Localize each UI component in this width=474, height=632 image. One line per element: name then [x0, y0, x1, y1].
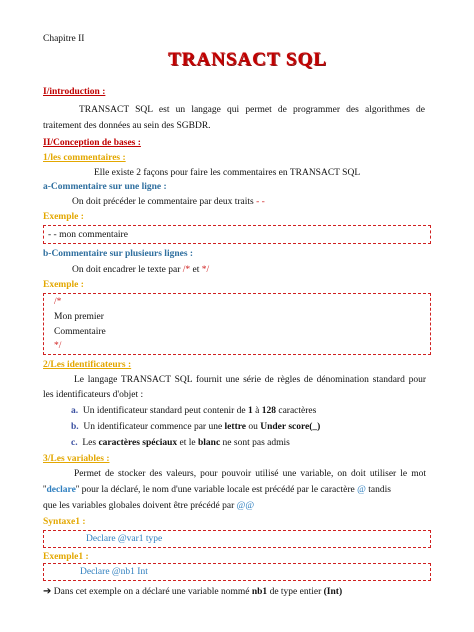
variables-quote-open: '': [43, 485, 47, 495]
a-text-line: [72, 196, 265, 208]
ident-rule-b-text: Un identificateur commence par une: [83, 422, 223, 432]
ident-rule-b-letter-word: lettre: [224, 422, 246, 432]
intro-heading: I/introduction :: [43, 87, 106, 97]
variables-line-2: [43, 484, 391, 496]
b-text: On doit encadrer le texte par: [72, 265, 181, 275]
ident-heading: 2/Les identificateurs :: [43, 360, 132, 370]
global-var-prefix: @@: [236, 501, 255, 511]
ident-rule-a-min: 1: [248, 406, 253, 416]
example1-code: - - mon commentaire: [48, 230, 128, 240]
document-title: TRANSACT SQL: [168, 49, 327, 70]
ident-rule-c-post: ne sont pas admis: [222, 438, 290, 448]
ident-rule-b-underscore: Under score(_): [260, 422, 321, 432]
example2-line-4: */: [54, 341, 62, 351]
ident-rule-c: [71, 437, 290, 449]
ident-rule-a-max: 128: [261, 406, 276, 416]
final-note-text: Dans cet exemple on a déclaré une variable nommé: [53, 587, 250, 597]
ident-rule-a: [71, 405, 316, 417]
final-note-var: nb1: [251, 587, 268, 597]
final-note-mid: de type entier: [269, 587, 322, 597]
syntax-code: Declare @var1 type: [86, 534, 163, 544]
variables-heading: 3/Les variables :: [43, 454, 110, 464]
b-and: et: [192, 265, 200, 275]
example2-label: Exemple :: [43, 280, 84, 290]
example2-box: [43, 293, 431, 355]
syntax-box: [43, 530, 431, 548]
variables-line-2-text: '' pour la déclaré, le nom d'une variable locale est précédé par le caractère: [75, 485, 355, 495]
a-heading: a-Commentaire sur une ligne :: [43, 182, 167, 192]
local-var-prefix: @: [357, 485, 366, 495]
ident-rule-b-mid: ou: [248, 422, 258, 432]
final-note-type: (Int): [323, 587, 343, 597]
ident-line-2: les identificateurs d'objet :: [43, 390, 144, 400]
b-open-mark: /*: [182, 265, 191, 275]
variables-line-3-text: que les variables globales doivent être précédé par: [43, 501, 235, 511]
ident-rule-c-text: Les: [82, 438, 97, 448]
a-dashes: - -: [256, 197, 265, 207]
chapter-label: Chapitre II: [43, 34, 85, 44]
comments-heading: 1/les commentaires :: [43, 153, 126, 163]
example3-box: [43, 563, 431, 581]
intro-line-2: traitement des données au sein des SGBDR.: [43, 121, 211, 131]
b-close-mark: */: [201, 265, 210, 275]
example3-code: Declare @nb1 Int: [80, 567, 148, 577]
ident-rule-c-blank: blanc: [197, 438, 221, 448]
variables-line-1: Permet de stocker des valeurs, pour pouvoir utilisé une variable, on doit utiliser le mot: [74, 469, 426, 479]
ident-rule-a-letter: a.: [71, 406, 79, 416]
variables-line-2-end: tandis: [368, 485, 391, 495]
ident-line-1: Le langage TRANSACT SQL fournit une série de règles de dénomination standard pour: [74, 375, 426, 385]
variables-line-3: [43, 500, 254, 512]
ident-rule-a-text: Un identificateur standard peut contenir de: [82, 406, 246, 416]
a-text: On doit précéder le commentaire par deux traits: [72, 197, 254, 207]
declare-keyword: declare: [46, 485, 76, 495]
ident-rule-a-mid: à: [255, 406, 260, 416]
example2-line-1: /*: [54, 297, 62, 307]
intro-line-1: TRANSACT SQL est un langage qui permet de programmer des algorithmes de: [79, 105, 425, 115]
ident-rule-c-letter: c.: [71, 438, 78, 448]
ident-rule-c-mid: et le: [179, 438, 196, 448]
final-note: [43, 586, 342, 598]
example2-line-2: Mon premier: [54, 312, 104, 322]
b-text-line: [72, 264, 209, 276]
concept-heading: II/Conception de bases :: [43, 138, 141, 148]
syntax-label: Syntaxe1 :: [43, 517, 86, 527]
ident-rule-b-letter: b.: [71, 422, 79, 432]
arrow-right-icon: ➔: [43, 586, 52, 597]
ident-rule-c-special: caractères spéciaux: [98, 438, 178, 448]
example3-label: Exemple1 :: [43, 552, 89, 562]
b-heading: b-Commentaire sur plusieurs lignes :: [43, 249, 194, 259]
ident-rule-a-post: caractères: [278, 406, 317, 416]
ident-rule-b: [71, 421, 320, 433]
example2-line-3: Commentaire: [54, 327, 106, 337]
example1-label: Exemple :: [43, 212, 84, 222]
comments-text: Elle existe 2 façons pour faire les commentaires en TRANSACT SQL: [94, 168, 361, 178]
example1-box: [43, 225, 431, 244]
